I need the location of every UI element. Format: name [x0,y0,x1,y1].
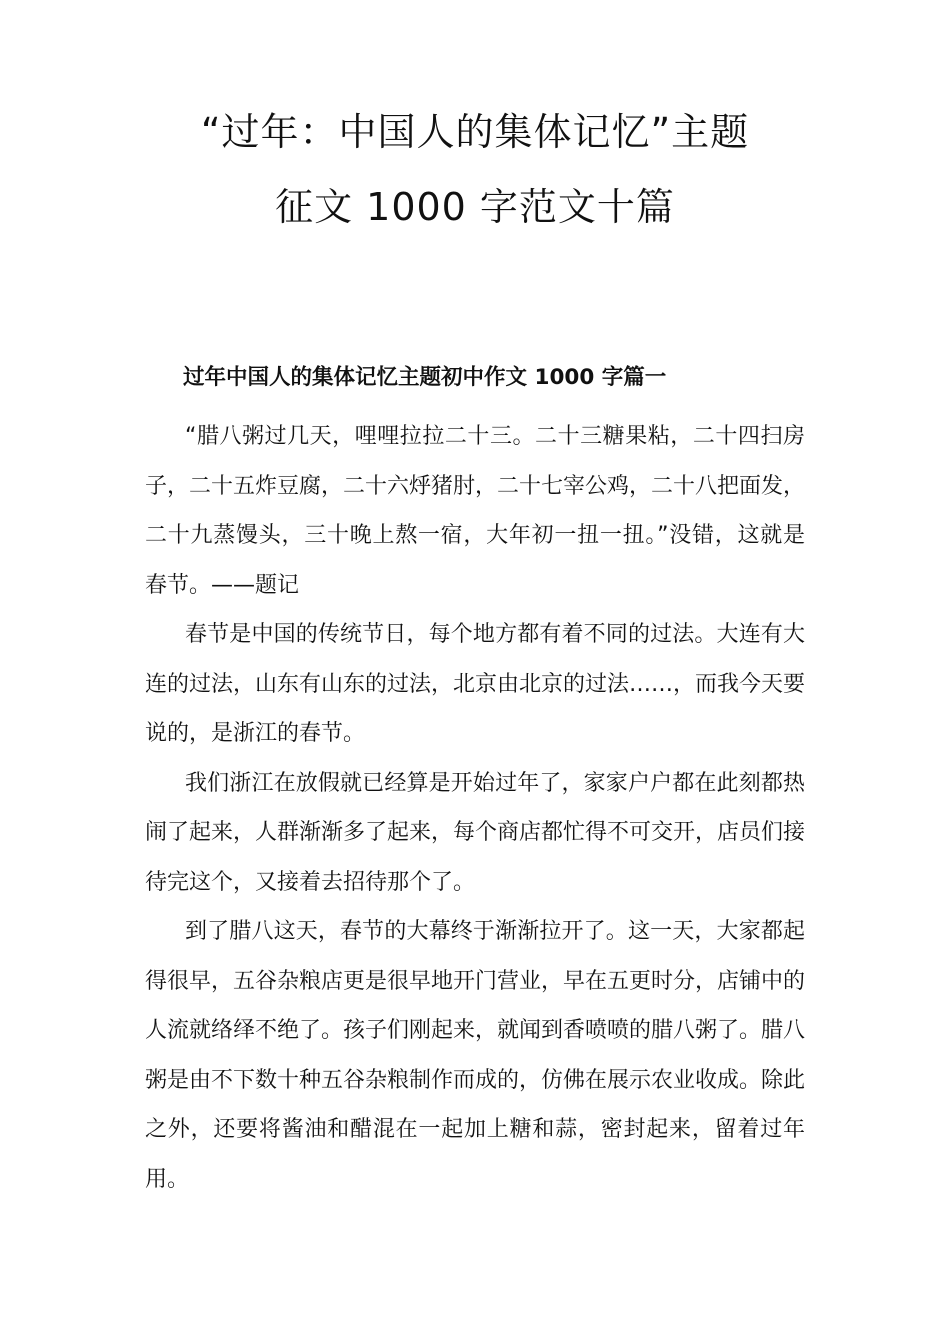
paragraph: 春节是中国的传统节日，每个地方都有着不同的过法。大连有大连的过法，山东有山东的过法，北京由北京的过法……，而我今天要说的，是浙江的春节。 [145,622,806,746]
document-title-line-2: 征文 1000 字范文十篇 [275,185,675,229]
paragraph-epigraph: “腊八粥过几天，哩哩拉拉二十三。二十三糖果粘，二十四扫房子，二十五炸豆腐，二十六烀猪肘，二十七宰公鸡，二十八把面发，二十九蒸馒头，三十晚上熬一宿，大年初一扭一扭。”没错，这就是春节。——题记 [145,424,806,598]
paragraph: 我们浙江在放假就已经算是开始过年了，家家户户都在此刻都热闹了起来，人群渐渐多了起来，每个商店都忙得不可交开，店员们接待完这个，又接着去招待那个了。 [145,770,806,895]
document-body [145,412,805,1204]
document-title-line-1: “过年：中国人的集体记忆”主题 [200,110,750,154]
section-heading: 过年中国人的集体记忆主题初中作文 1000 字篇一 [183,365,667,390]
paragraph: 到了腊八这天，春节的大幕终于渐渐拉开了。这一天，大家都起得很早，五谷杂粮店更是很早地开门营业，早在五更时分，店铺中的人流就络绎不绝了。孩子们刚起来，就闻到香喷喷的腊八粥了。腊八粥是由不下数十种五谷杂粮制作而成的，仿佛在展示农业收成。除此之外，还要将酱油和醋混在一起加上糖和蒜，密封起来，留着过年用。 [145,919,806,1192]
